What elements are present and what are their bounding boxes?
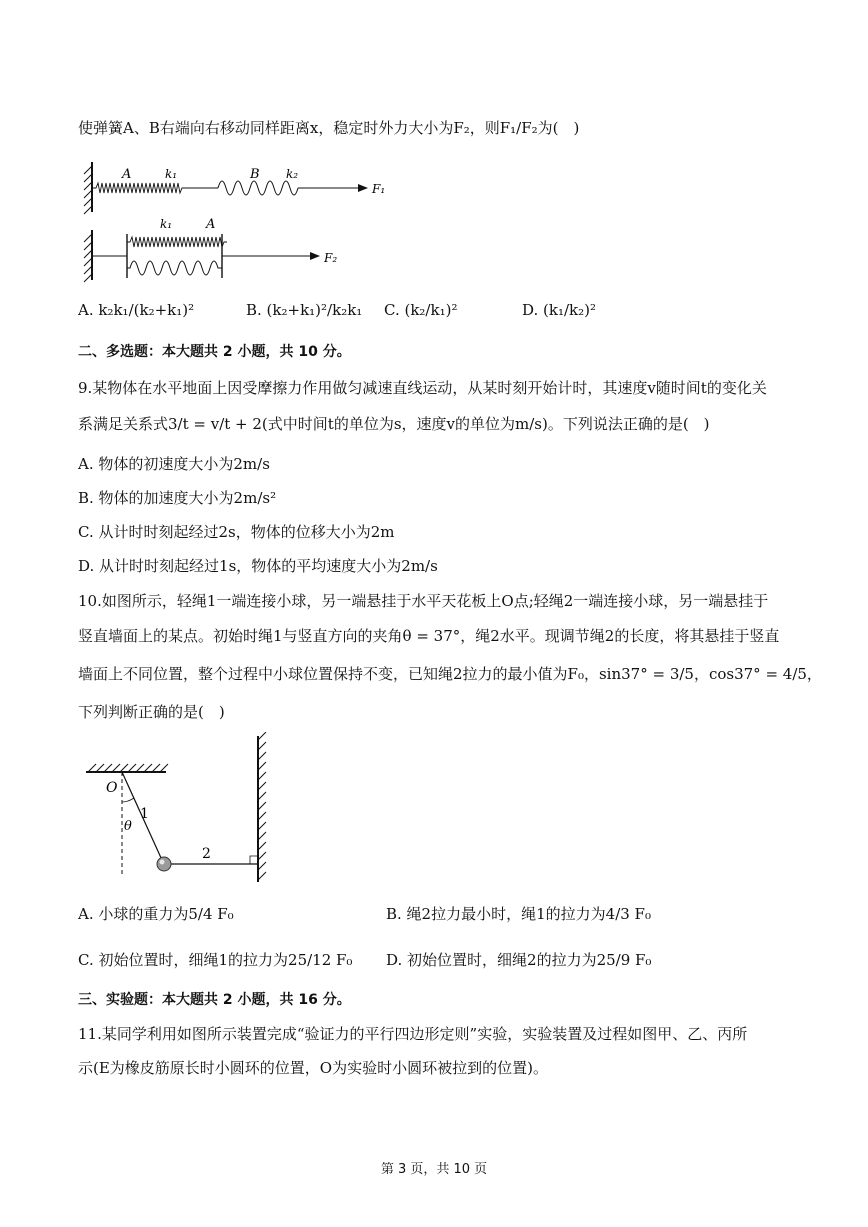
label-k1: k₁: [165, 167, 178, 181]
label-B: B: [250, 167, 260, 182]
q10-option-a: A. 小球的重力为5/4 F₀: [78, 905, 234, 923]
q9-option-a: A. 物体的初速度大小为2m/s: [78, 455, 270, 473]
q10-pendulum-figure: [80, 732, 280, 887]
label-k2: k₂: [286, 167, 299, 181]
q8-option-a: A. k₂k₁/(k₂+k₁)²: [78, 301, 195, 319]
q8-option-b: B. (k₂+k₁)²/k₂k₁: [246, 301, 363, 319]
q8-spring-figure: [70, 160, 400, 285]
label-F1: F₁: [372, 182, 386, 196]
q11-line-2: 示(E为橡皮筋原长时小圆环的位置，O为实验时小圆环被拉到的位置)。: [78, 1059, 548, 1077]
label-A-bottom: A: [206, 217, 216, 232]
q9-option-d: D. 从计时时刻起经过1s，物体的平均速度大小为2m/s: [78, 557, 438, 575]
q9-option-c: C. 从计时时刻起经过2s，物体的位移大小为2m: [78, 523, 395, 541]
label-theta: θ: [124, 819, 132, 834]
label-k1-bottom: k₁: [160, 217, 173, 231]
q10-option-c: C. 初始位置时，细绳1的拉力为25/12 F₀: [78, 951, 353, 969]
q8-option-d: D. (k₁/k₂)²: [522, 301, 597, 319]
label-rope-2: 2: [202, 846, 211, 862]
label-rope-1: 1: [140, 806, 149, 822]
page-footer: 第 3 页，共 10 页: [380, 1162, 488, 1177]
section-2-heading: 二、多选题：本大题共 2 小题，共 10 分。: [78, 344, 351, 360]
q10-line-3: 墙面上不同位置，整个过程中小球位置保持不变，已知绳2拉力的最小值为F₀，sin37° = 3/5，cos37° = 4/5，: [78, 665, 822, 683]
q9-line-2: 系满足关系式3/t = v/t + 2(式中时间t的单位为s，速度v的单位为m/s)。下列说法正确的是( ): [78, 415, 710, 433]
section-3-heading: 三、实验题：本大题共 2 小题，共 16 分。: [78, 992, 351, 1008]
q10-option-b: B. 绳2拉力最小时，绳1的拉力为4/3 F₀: [386, 905, 651, 923]
label-A: A: [122, 167, 132, 182]
q8-option-c: C. (k₂/k₁)²: [384, 301, 458, 319]
q10-option-d: D. 初始位置时，细绳2的拉力为25/9 F₀: [386, 951, 652, 969]
q11-line-1: 11.某同学利用如图所示装置完成“验证力的平行四边形定则”实验，实验装置及过程如图甲、乙、丙所: [78, 1025, 748, 1043]
label-F2: F₂: [324, 251, 338, 265]
q8-stem: 使弹簧A、B右端向右移动同样距离x，稳定时外力大小为F₂，则F₁/F₂为( ): [78, 119, 580, 137]
label-O: O: [106, 780, 118, 796]
q10-line-4: 下列判断正确的是( ): [78, 703, 225, 721]
q10-line-2: 竖直墙面上的某点。初始时绳1与竖直方向的夹角θ = 37°，绳2水平。现调节绳2的长度，将其悬挂于竖直: [78, 627, 780, 645]
q9-option-b: B. 物体的加速度大小为2m/s²: [78, 489, 277, 507]
q10-line-1: 10.如图所示，轻绳1一端连接小球，另一端悬挂于水平天花板上O点;轻绳2一端连接小球，另一端悬挂于: [78, 592, 769, 610]
q9-line-1: 9.某物体在水平地面上因受摩擦力作用做匀减速直线运动，从某时刻开始计时，其速度v随时间t的变化关: [78, 379, 767, 397]
